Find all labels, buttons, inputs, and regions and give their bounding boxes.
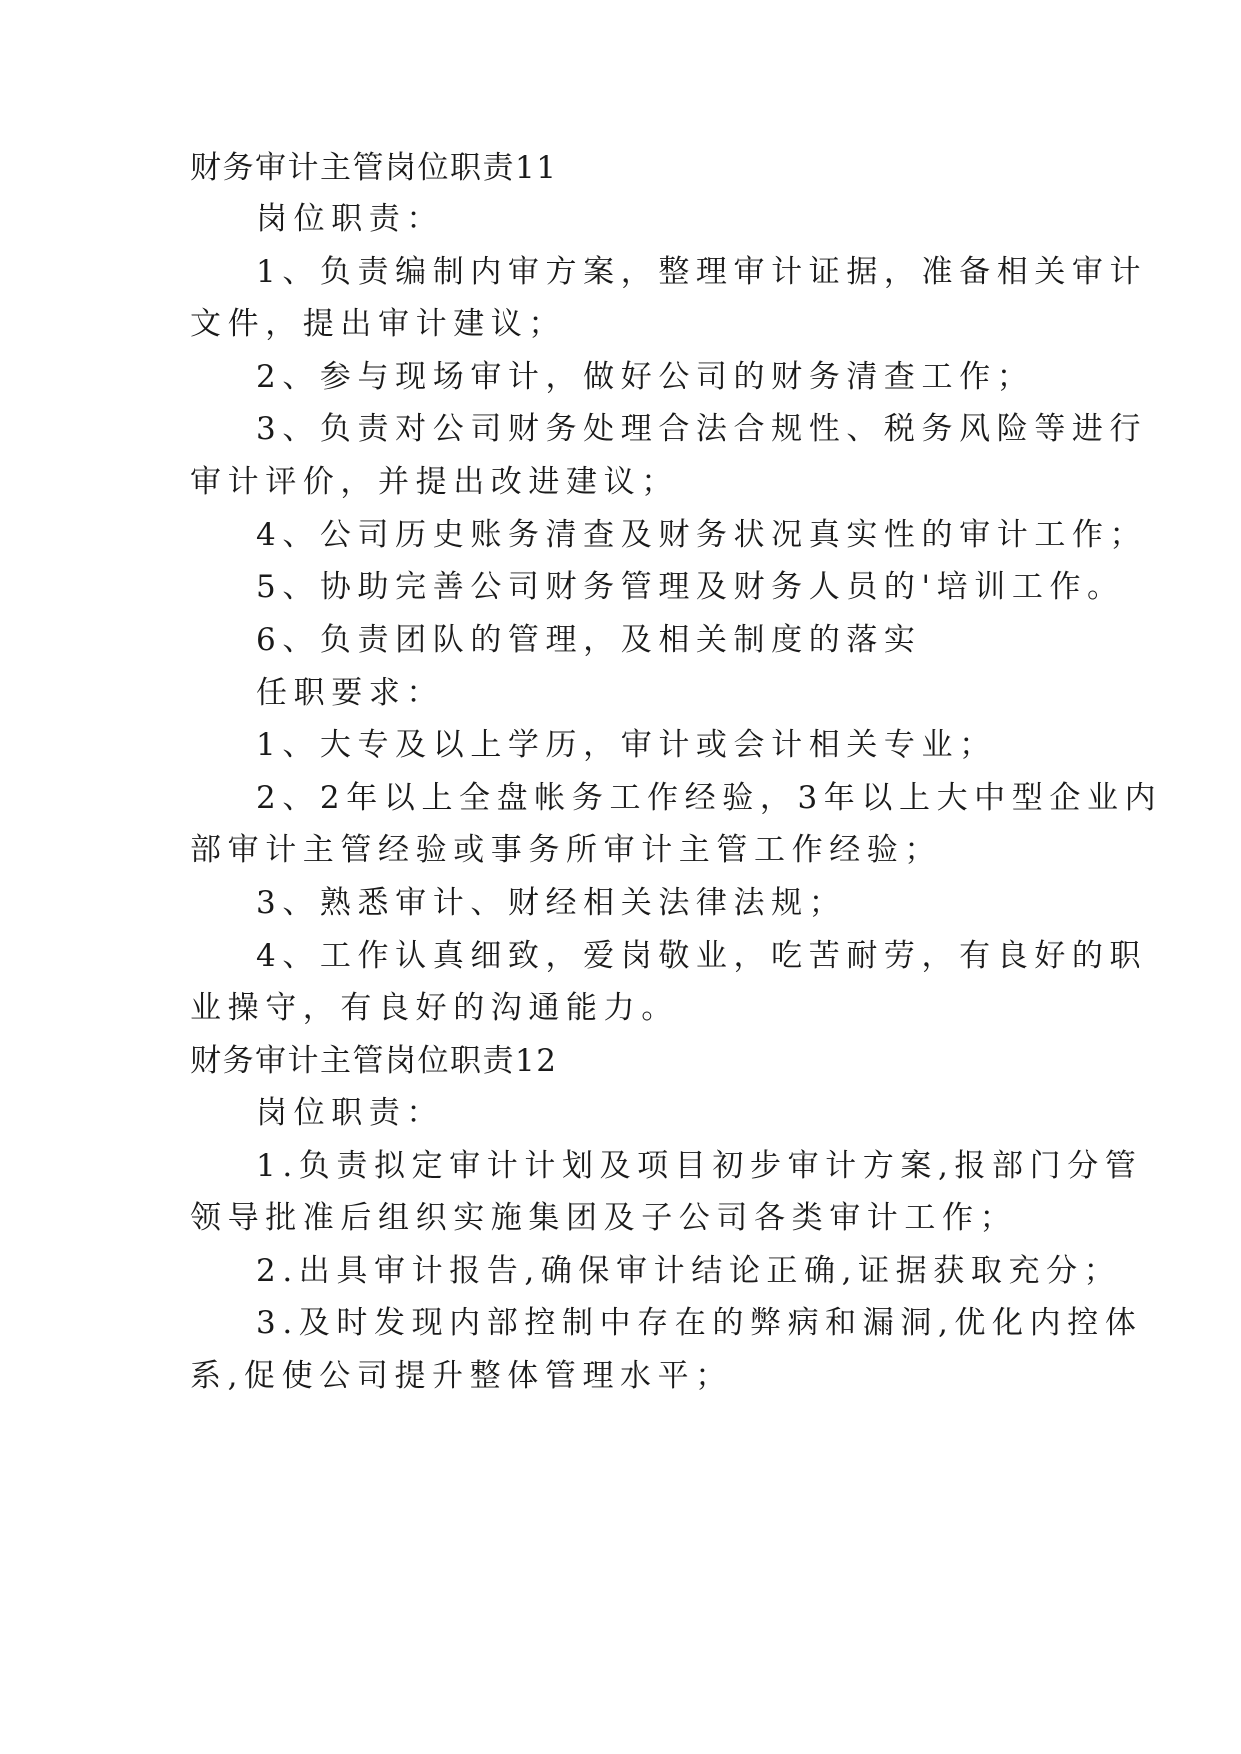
duty-item-5: 5、协助完善公司财务管理及财务人员的'培训工作。: [256, 569, 1125, 605]
duty-item-3-cont: 系,促使公司提升整体管理水平；: [190, 1358, 733, 1394]
requirement-item-1: 1、大专及以上学历，审计或会计相关专业；: [256, 727, 997, 763]
duties-heading: 岗位职责：: [256, 201, 444, 237]
duty-item-3: 3、负责对公司财务处理合法合规性、税务风险等进行: [256, 411, 1148, 447]
duty-item-3-cont: 审计评价，并提出改进建议；: [190, 464, 679, 500]
requirement-item-4-cont: 业操守，有良好的沟通能力。: [190, 990, 679, 1026]
requirement-item-3: 3、熟悉审计、财经相关法律法规；: [256, 885, 847, 921]
requirement-item-2: 2、2年以上全盘帐务工作经验，3年以上大中型企业内: [256, 780, 1163, 816]
section-title: 财务审计主管岗位职责12: [190, 1043, 558, 1079]
requirement-item-4: 4、工作认真细致，爱岗敬业，吃苦耐劳，有良好的职: [256, 938, 1148, 974]
duty-item-2: 2、参与现场审计，做好公司的财务清查工作；: [256, 359, 1035, 395]
section-title: 财务审计主管岗位职责11: [190, 150, 558, 186]
duty-item-6: 6、负责团队的管理，及相关制度的落实: [256, 622, 922, 658]
duties-heading: 岗位职责：: [256, 1095, 444, 1131]
duty-item-1-cont: 领导批准后组织实施集团及子公司各类审计工作；: [190, 1200, 1018, 1236]
duty-item-2: 2.出具审计报告,确保审计结论正确,证据获取充分；: [256, 1253, 1122, 1289]
duty-item-1: 1.负责拟定审计计划及项目初步审计方案,报部门分管: [256, 1148, 1143, 1184]
duty-item-3: 3.及时发现内部控制中存在的弊病和漏洞,优化内控体: [256, 1305, 1143, 1341]
duty-item-1: 1、负责编制内审方案，整理审计证据，准备相关审计: [256, 254, 1148, 290]
duty-item-4: 4、公司历史账务清查及财务状况真实性的审计工作；: [256, 517, 1148, 553]
requirement-item-2-cont: 部审计主管经验或事务所审计主管工作经验；: [190, 832, 942, 868]
duty-item-1-cont: 文件，提出审计建议；: [190, 306, 566, 342]
requirements-heading: 任职要求：: [256, 675, 444, 711]
